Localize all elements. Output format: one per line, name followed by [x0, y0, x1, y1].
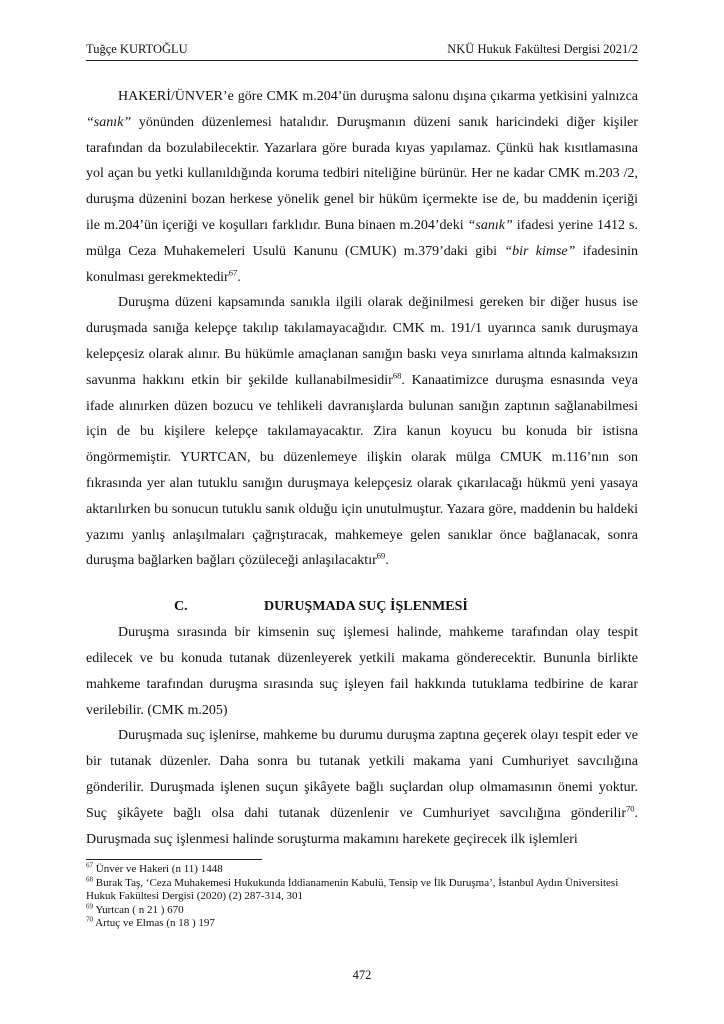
- section-title: DURUŞMADA SUÇ İŞLENMESİ: [264, 599, 468, 615]
- text-run: . Kanaatimizce duruşma esnasında veya ifade alınırken düzen bozucu ve tehlikeli davranışlarda bulunan sanığın zaptının sağlanabilmesi için de bu kişilere kelepçe takılamayacaktır. Zira kanun koyucu bu konuda bir istisna öngörmemiştir. YURTCAN, bu düzenlemeye ilişkin olarak mülga CMUK m.116’nın son fıkrasında yer alan tutuklu sanığın duruşmaya kelepçesiz olarak çıkarılacağı hükmü yeni yasaya aktarılırken bu sonucun tutuklu sanık olduğu için unutulmuştur. Yazara göre, maddenin bu haldeki yazımı yanlış anlaşılmaları çağrıştıracak, mahkemeye gelen sanıklar önce bağlanacak, sonra duruşma bağlarken bağları çözüleceği anlaşılacaktır: [86, 372, 638, 569]
- footnotes: [86, 863, 638, 931]
- text-run: .: [237, 269, 241, 285]
- paragraph-4: [86, 723, 638, 852]
- footnote-ref[interactable]: 68: [392, 370, 402, 381]
- footnote-ref[interactable]: 70: [626, 803, 635, 814]
- paragraph-2: [86, 290, 638, 574]
- text-run: ifadesinin konulması gerekmektedir: [86, 243, 638, 285]
- footnote-number: 69: [86, 902, 93, 911]
- text-run: yönünden düzenlemesi hatalıdır. Duruşmanın düzeni sanık haricindeki diğer kişiler tarafından da bozulabilecektir. Yazarlara göre burada kıyas yapılamaz. Çünkü hak kısıtlamasına yol açan bu yetki kullanıldığında koruma tedbiri niteliğine bürünür. Her ne kadar CMK m.203 /2, duruşma düzenini bozan herkese yönelik genel bir hüküm içermekte ise de, bu maddenin içeriği ile m.204’ün içeriği ve koşulları farklıdır. Buna binaen m.204’deki: [86, 114, 638, 233]
- page-number: 472: [352, 968, 372, 982]
- text-run: . Duruşmada suç işlenmesi halinde soruşturma makamını harekete geçirecek ilk işlemleri: [86, 805, 638, 847]
- text-run: .: [385, 553, 389, 569]
- footnote-text: Artuç ve Elmas (n 18 ) 197: [93, 917, 215, 930]
- text-run: ifadesi yerine 1412 s. mülga Ceza Muhakemeleri Usulü Kanunu (CMUK) m.379’daki gibi: [86, 217, 638, 259]
- text-run: Duruşma düzeni kapsamında sanıkla ilgili olarak değinilmesi gereken bir diğer husus ise duruşmada sanığa kelepçe takılıp takılamayacağıdır. CMK m. 191/1 uyarınca sanık duruşmaya kelepçesiz olarak alınır. Bu hükümle amaçlanan sanığın baskı veya sınırlama altında kalmaksızın savunma hakkını etkin bir şekilde kullanabilmesidir: [86, 295, 638, 388]
- header-author: Tuğçe KURTOĞLU: [86, 42, 188, 56]
- footnote-ref[interactable]: 67: [228, 266, 238, 277]
- footnote-ref[interactable]: 69: [376, 550, 386, 561]
- footnote: [86, 863, 638, 877]
- italic-term: “sanık”: [467, 217, 513, 233]
- section-heading: [86, 594, 638, 620]
- footnote-separator: [86, 859, 262, 860]
- running-header: [86, 42, 638, 62]
- footnote-number: 70: [86, 915, 93, 924]
- footnote-number: 68: [86, 874, 93, 883]
- footnote: [86, 874, 638, 904]
- footnote-text: Ünver ve Hakeri (n 11) 1448: [93, 863, 223, 875]
- footnote: [86, 904, 638, 918]
- footnote-number: 67: [86, 861, 93, 870]
- body-text: [86, 84, 638, 852]
- section-letter: C.: [174, 599, 188, 615]
- footnote-text: Yurtcan ( n 21 ) 670: [93, 903, 184, 916]
- text-run: Duruşmada suç işlenirse, mahkeme bu durumu duruşma zaptına geçerek olayı tespit eder ve bir tutanak düzenler. Daha sonra bu tutanak yetkili makama yani Cumhuriyet savcılığına gönderilir. Duruşmada işlenen suçun şikâyete bağlı suçlardan olup olmamasının önemi yoktur. Suç şikâyete bağlı olsa dahi tutanak düzenlenir ve Cumhuriyet savcılığına gönderilir: [86, 728, 638, 821]
- paragraph-3: Duruşma sırasında bir kimsenin suç işlemesi halinde, mahkeme tarafından olay tespit edilecek ve bu konuda tutanak düzenleyerek yetkili makama gönderecektir. Bununla birlikte mahkeme tarafından duruşma sırasında suç işleyen fail hakkında tutuklama tedbirine de karar verilebilir. (CMK m.205): [86, 625, 638, 718]
- italic-term: “sanık”: [86, 114, 132, 130]
- footnote-text: Burak Taş, ‘Ceza Muhakemesi Hukukunda İddianamenin Kabulü, Tensip ve İlk Duruşma’, İstanbul Aydın Üniversitesi Hukuk Fakültesi Dergisi (2020) (2) 287-314, 301: [86, 876, 619, 903]
- footnote: [86, 917, 638, 931]
- header-rule: [86, 60, 638, 61]
- italic-term: “bir kimse”: [504, 243, 576, 259]
- text-run: HAKERİ/ÜNVER’e göre CMK m.204’ün duruşma salonu dışına çıkarma yetkisini yalnızca: [118, 89, 638, 104]
- paragraph-1: [86, 84, 638, 290]
- header-journal: NKÜ Hukuk Fakültesi Dergisi 2021/2: [447, 42, 638, 56]
